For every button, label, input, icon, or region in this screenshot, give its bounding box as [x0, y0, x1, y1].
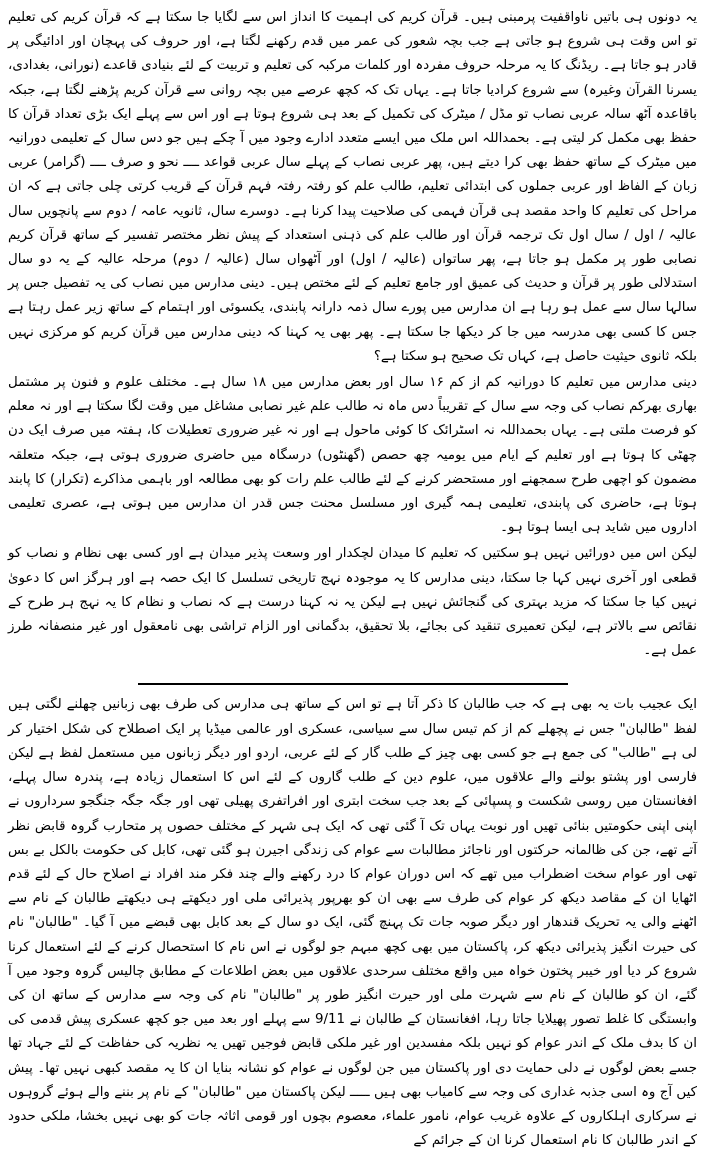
section-divider [138, 683, 568, 685]
paragraph-reform-scope: لیکن اس میں دورائیں نہیں ہو سکتیں کہ تعلیم کا میدان لچکدار اور وسعت پذیر میدان ہے اور کسی بھی نظام و نصاب کو قطعی اور آخری نہیں کہا جا سکتا، دینی مدارس کا یہ موجودہ نہج تاریخی تسلسل کا ایک حصہ ہے اور ہرگز اس کا دعویٰ نہیں کیا جا سکتا کہ مزید بہتری کی گنجائش نہیں ہے لیکن یہ نہ کہنا درست ہے کہ نصاب و نظام کا یہ نہج ہر طرح کے نقائص سے بالاتر ہے، لیکن تعمیری تنقید کی بجائے، بلا تحقیق، بدگمانی اور الزام تراشی بھی نامعقول اور غیر منصفانہ طرز عمل ہے۔ [8, 546, 697, 659]
paragraph-study-duration: دینی مدارس میں تعلیم کا دورانیہ کم از کم ۱۶ سال اور بعض مدارس میں ۱۸ سال ہے۔ مختلف علوم و فنون پر مشتمل بھاری بھرکم نصاب کی وجہ سے سال کے تقریباً دس ماہ نہ طالب علم غیر نصابی مشاغل میں وقت لگا سکتا ہے اور نہ معلم کو فرصت ملتی ہے۔ یہاں بحمداللہ نہ اسٹرائک کا کوئی ماحول ہے اور نہ غیر ضروری تعطیلات کا، ہفتہ میں صرف ایک دن چھٹی کا ہوتا ہے اور تعلیم کے ایام میں یومیہ چھ حصص (گھنٹوں) درسگاہ میں حاضری ضروری ہوتی ہے، جبکہ متعلقہ مضمون کو اچھی طرح سمجھنے اور مستحضر کرنے کے لئے طالب علم رات کو بھی مطالعہ اور باہمی مذاکرے (تکرار) کا پابند ہوتا ہے، حاضری کی پابندی، تعلیمی ہمہ گیری اور مسلسل محنت جس قدر ان مدارس میں ہوتی ہے، عصری تعلیمی اداروں میں شاید ہی ایسا ہوتا ہو۔ [8, 375, 697, 536]
paragraph-quran-curriculum: یہ دونوں ہی باتیں ناواقفیت پرمبنی ہیں۔ قرآن کریم کی اہمیت کا انداز اس سے لگایا جا سکتا ہے کہ قرآن کریم کی تعلیم تو اس وقت ہی شروع ہو جاتی ہے جب بچہ شعور کی عمر میں قدم رکھنے لگتا ہے، اور حروف کی پہچان اور ادائیگی پر قادر ہو جاتا ہے۔ ریڈنگ کا یہ مرحلہ حروف مفردہ اور کلمات مرکبہ کی تعلیم و تربیت کے لئے بنیادی قاعدے (نورانی، بغدادی، یسرنا القرآن وغیرہ) سے شروع کرادیا جاتا ہے۔ یہاں تک کہ کچھ عرصے میں بچہ روانی سے قرآن کریم پڑھنے لگتا ہے، جبکہ باقاعدہ آٹھ سالہ عربی نصاب تو مڈل / میٹرک کی تکمیل کے بعد ہی شروع ہوتا ہے اور اس سے پہلے ایک بڑی تعداد قرآن کا حفظ بھی مکمل کر لیتی ہے۔ بحمداللہ اس ملک میں ایسے متعدد ادارے وجود میں آ چکے ہیں جو دس سال کے تعلیمی دورانیہ میں میٹرک کے ساتھ حفظ بھی کرا دیتے ہیں، پھر عربی نصاب کے پہلے سال عربی قواعد ــــ نحو و صرف ــــ (گرامر) عربی زبان کے الفاظ اور عربی جملوں کی ابتدائی تعلیم، طالب علم کو رفتہ رفتہ فہم قرآن کے قریب کرتی چلی جاتی ہے کہ ان مراحل کی تعلیم کا واحد مقصد ہی قرآن فہمی کی صلاحیت پیدا کرنا ہے۔ دوسرے سال، ثانویہ عامہ / دوم سے پانچویں سال عالیہ / اول / سال اول تک ترجمہ قرآن اور طالب علم کی ذہنی استعداد کے پیش نظر مختصر تفسیر کے ساتھ قرآن کریم نصابی طور پر مکمل ہو جاتا ہے، پھر ساتواں (عالیہ / اول) اور آٹھواں سال (عالیہ / دوم) مرحلہ عالیہ کے یہ دو سال استدلالی طور پر قرآن و حدیث کی عمیق اور جامع تعلیم کے لئے مختص ہیں۔ دینی مدارس میں نصاب کی یہ تفصیل جس پر سالہا سال سے عمل ہو رہا ہے ان مدارس میں پورے سال ذمہ دارانہ پابندی، یکسوئی اور اہتمام کے ساتھ زیر عمل رہتا ہے جس کا کسی بھی مدرسہ میں جا کر دیکھا جا سکتا ہے۔ پھر بھی یہ کہنا کہ دینی مدارس میں قرآن کریم کو مرکزی نہیں بلکہ ثانوی حیثیت حاصل ہے، کہاں تک صحیح ہو سکتا ہے؟ [8, 10, 697, 364]
paragraph-taliban-term: ایک عجیب بات یہ بھی ہے کہ جب طالبان کا ذکر آتا ہے تو اس کے ساتھ ہی مدارس کی طرف بھی زبانیں چھلنے لگتی ہیں لفظ "طالبان" جس نے پچھلے کم از کم تیس سال سے سیاسی، عسکری اور عالمی میڈیا پر ایک اصطلاح کی شکل اختیار کر لی ہے "طالب" کی جمع ہے جو کسی بھی چیز کے طلب گار کے لئے عربی، اردو اور دیگر زبانوں میں مستعمل لفظ ہے لیکن فارسی اور پشتو بولنے والے علاقوں میں، علوم دین کے طلب گاروں کے لئے اس کا استعمال زیادہ ہے، پندرہ سال پہلے، افغانستان میں روسی شکست و پسپائی کے بعد جب سخت ابتری اور افراتفری پھیلی تھی اور جگہ جگہ جنگجو سرداروں نے اپنی اپنی حکومتیں بنائی تھیں اور نوبت یہاں تک آ گئی تھی کہ ایک ہی شہر کے مختلف حصوں پر متحارب گروہ قابض نظر آتے تھے، جن کی ظالمانہ حرکتوں اور ناجائز مطالبات سے عوام کی زندگی اجیرن ہو گئی تھی، کابل کی حکومت بالکل بے بس تھی اور عوام سخت اضطراب میں تھے کہ اس دوران عوام کا درد رکھنے والے چند فکر مند افراد نے اصلاح حال کے لئے قدم اٹھایا ان کے مقاصد دیکھ کر عوام کی طرف سے بھی ان کو بھرپور پذیرائی ملی اور دیکھتے ہی دیکھتے طالبان کے نام سے اٹھنے والی یہ تحریک قندھار اور دیگر صوبہ جات تک پہنچ گئی، ایک دو سال کے بعد کابل بھی قبضے میں آ گیا۔ "طالبان" نام کی حیرت انگیز پذیرائی دیکھ کر، پاکستان میں بھی کچھ مبہم جو لوگوں نے اس نام کا استحصال کرنے کے لئے استعمال کرنا شروع کر دیا اور خیبر پختون خواہ میں واقع مختلف سرحدی علاقوں میں بعض اطلاعات کے مطابق چالیس گروہ وجود میں آ گئے، ان کو طالبان کے نام سے شہرت ملی اور حیرت انگیز طور پر "طالبان" نام کی وجہ سے مدارس کے ساتھ ان کی وابستگی کا غلط تصور پھیلایا جاتا رہا، افغانستان کے طالبان نے 9/11 سے پہلے اور بعد میں جو کچھ عسکری پیش قدمی کی ان کا بدف ملک کے اندر عوام کو نہیں بلکہ مفسدین اور غیر ملکی قابض فوجیں تھیں یہ نظریہ کی حفاظت کے لئے جہاد تھا جسے بعض لوگوں نے دلی حمایت دی اور پاکستان میں جن لوگوں نے عوام کو نشانہ بنایا ان کا یہ مقصد کبھی نہیں تھا۔ پیش کیں آج وہ اسی جذبہ غداری کی وجہ سے کامیاب بھی ہیں ـــــ لیکن پاکستان میں "طالبان" کے نام پر بننے والے ہوئے گروہوں نے سرکاری اہلکاروں کے علاوہ غریب عوام، نامور علماء، معصوم بچوں اور قومی اثاثہ جات کو بھی نہیں بخشا، ملکی حدود کے اندر طالبان کا نام استعمال کرنا ان کے جرائم کے [8, 697, 697, 1149]
